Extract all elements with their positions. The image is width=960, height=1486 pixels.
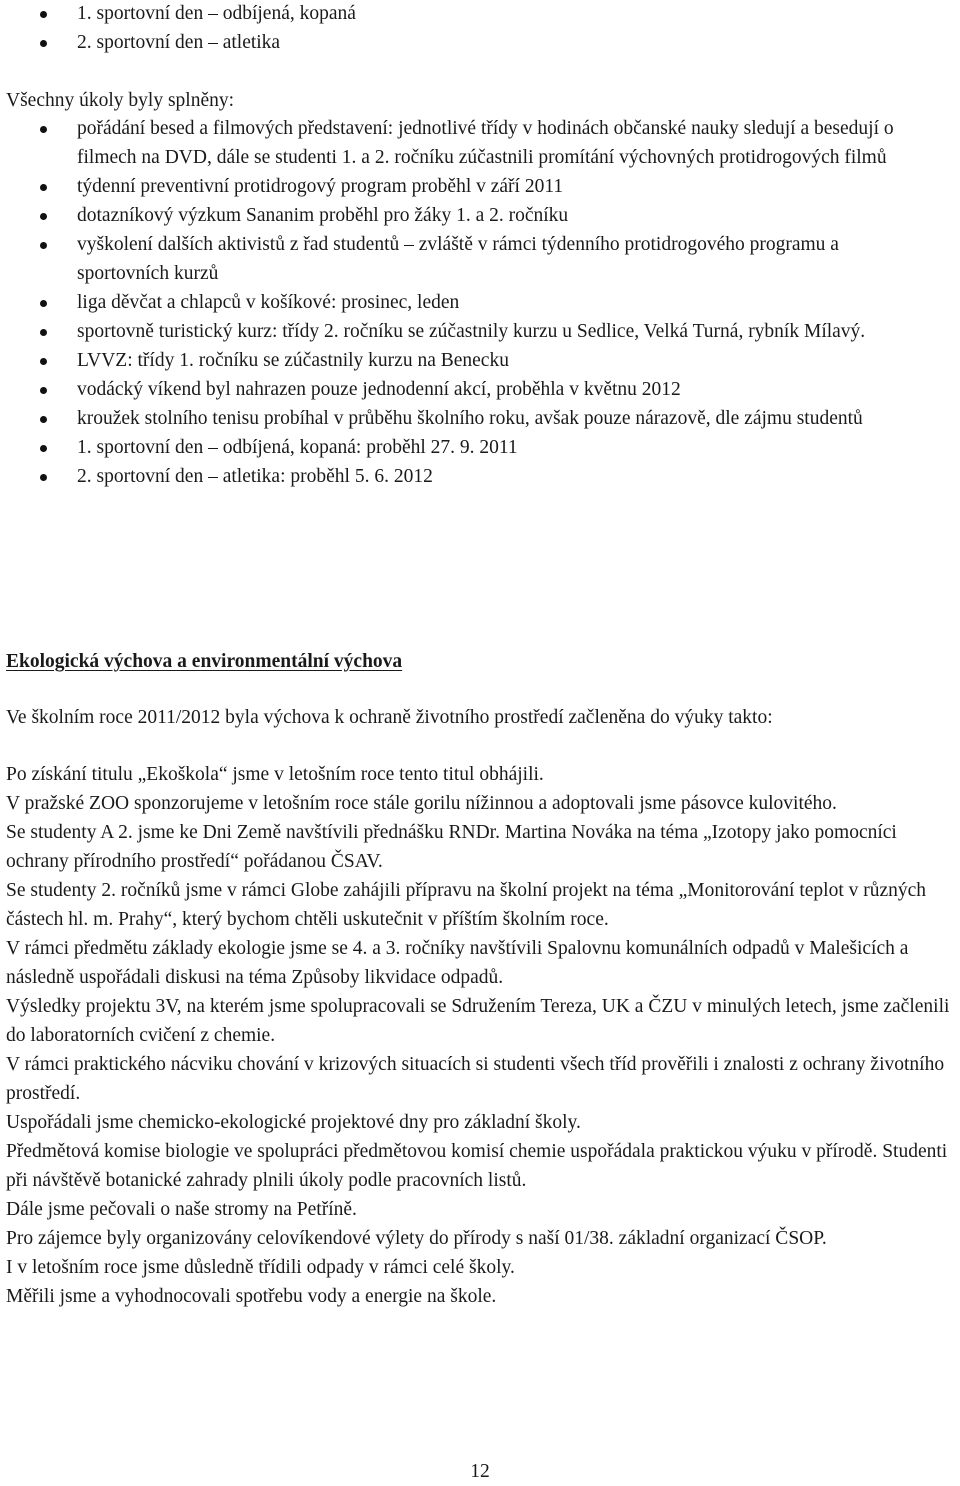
list-item-text: 1. sportovní den – odbíjená, kopaná: proběhl 27. 9. 2011: [77, 437, 518, 458]
list-item: [0, 346, 960, 375]
list-item-text: LVVZ: třídy 1. ročníku se zúčastnily kurzu na Benecku: [77, 350, 509, 371]
paragraph: Se studenty 2. ročníků jsme v rámci Globe zahájili přípravu na školní projekt na téma „Monitorování teplot v různých částech hl. m. Prahy“, který bychom chtěli uskutečnit v příštím školním roce.: [6, 880, 927, 930]
paragraph: Uspořádali jsme chemicko-ekologické projektové dny pro základní školy.: [6, 1112, 581, 1133]
list-item-text: vyškolení dalších aktivistů z řad studentů – zvláště v rámci týdenního protidrogového programu a sportovních kurzů: [77, 234, 839, 284]
bullet-icon: [40, 329, 47, 336]
list-item-text: sportovně turistický kurz: třídy 2. ročníku se zúčastnily kurzu u Sedlice, Velká Turná, rybník Mílavý.: [77, 321, 866, 342]
section-heading: Ekologická výchova a environmentální výchova: [6, 651, 403, 672]
paragraph: Pro zájemce byly organizovány celovíkendové výlety do přírody s naší 01/38. základní organizací ČSOP.: [6, 1228, 827, 1249]
section-body: [6, 760, 956, 1311]
list-item-text: 2. sportovní den – atletika: proběhl 5. 6. 2012: [77, 466, 433, 487]
bullet-icon: [40, 474, 47, 481]
bullet-icon: [40, 213, 47, 220]
bullet-icon: [40, 416, 47, 423]
bullet-icon: [40, 300, 47, 307]
paragraph: V rámci praktického nácviku chování v krizových situacích si studenti všech tříd prověřili i znalosti z ochrany životního prostředí.: [6, 1054, 945, 1104]
list-item-text: pořádání besed a filmových představení: jednotlivé třídy v hodinách občanské nauky sledují a besedují o filmech na DVD, dále se studenti 1. a 2. ročníku zúčastnili promítání výchovných protidrogových filmů: [77, 118, 894, 168]
section-intro: Ve školním roce 2011/2012 byla výchova k ochraně životního prostředí začleněna do výuky takto:: [6, 707, 773, 728]
page-number: 12: [470, 1461, 490, 1482]
bullet-icon: [40, 358, 47, 365]
paragraph: V rámci předmětu základy ekologie jsme se 4. a 3. ročníky navštívili Spalovnu komunálních odpadů v Malešicích a následně uspořádali diskusi na téma Způsoby likvidace odpadů.: [6, 938, 909, 988]
list-item: [0, 172, 960, 201]
bullet-icon: [40, 11, 47, 18]
list-item: [0, 288, 960, 317]
list-item-text: 1. sportovní den – odbíjená, kopaná: [77, 3, 356, 24]
list-item: [0, 462, 960, 491]
paragraph: Měřili jsme a vyhodnocovali spotřebu vody a energie na škole.: [6, 1286, 497, 1307]
sports-day-list: [0, 0, 960, 57]
list-item-text: liga děvčat a chlapců v košíkové: prosinec, leden: [77, 292, 460, 313]
list-item: [0, 114, 960, 172]
tasks-intro: Všechny úkoly byly splněny:: [6, 90, 235, 111]
list-item: [0, 375, 960, 404]
bullet-icon: [40, 445, 47, 452]
bullet-icon: [40, 387, 47, 394]
list-item: [0, 433, 960, 462]
paragraph: Po získání titulu „Ekoškola“ jsme v letošním roce tento titul obhájili.: [6, 764, 544, 785]
list-item: [0, 404, 960, 433]
list-item-text: kroužek stolního tenisu probíhal v průběhu školního roku, avšak pouze nárazově, dle zájmu studentů: [77, 408, 863, 429]
paragraph: Výsledky projektu 3V, na kterém jsme spolupracovali se Sdružením Tereza, UK a ČZU v minulých letech, jsme začlenili do laboratorních cvičení z chemie.: [6, 996, 950, 1046]
list-item: [0, 317, 960, 346]
bullet-icon: [40, 242, 47, 249]
list-item: [0, 28, 960, 57]
paragraph: V pražské ZOO sponzorujeme v letošním roce stále gorilu nížinnou a adoptovali jsme pásovce kulovitého.: [6, 793, 837, 814]
bullet-icon: [40, 184, 47, 191]
bullet-icon: [40, 40, 47, 47]
list-item-text: týdenní preventivní protidrogový program proběhl v září 2011: [77, 176, 564, 197]
paragraph: Předmětová komise biologie ve spolupráci předmětovou komisí chemie uspořádala praktickou výuku v přírodě. Studenti při návštěvě botanické zahrady plnili úkoly podle pracovních listů.: [6, 1141, 948, 1191]
list-item: [0, 0, 960, 28]
list-item-text: dotazníkový výzkum Sananim proběhl pro žáky 1. a 2. ročníku: [77, 205, 569, 226]
paragraph: I v letošním roce jsme důsledně třídili odpady v rámci celé školy.: [6, 1257, 515, 1278]
paragraph: Se studenty A 2. jsme ke Dni Země navštívili přednášku RNDr. Martina Nováka na téma „Izotopy jako pomocníci ochrany přírodního prostředí“ pořádanou ČSAV.: [6, 822, 897, 872]
list-item: [0, 230, 960, 288]
tasks-list: [0, 114, 960, 491]
list-item: [0, 201, 960, 230]
bullet-icon: [40, 126, 47, 133]
list-item-text: vodácký víkend byl nahrazen pouze jednodenní akcí, proběhla v květnu 2012: [77, 379, 681, 400]
list-item-text: 2. sportovní den – atletika: [77, 32, 281, 53]
paragraph: Dále jsme pečovali o naše stromy na Petříně.: [6, 1199, 357, 1220]
